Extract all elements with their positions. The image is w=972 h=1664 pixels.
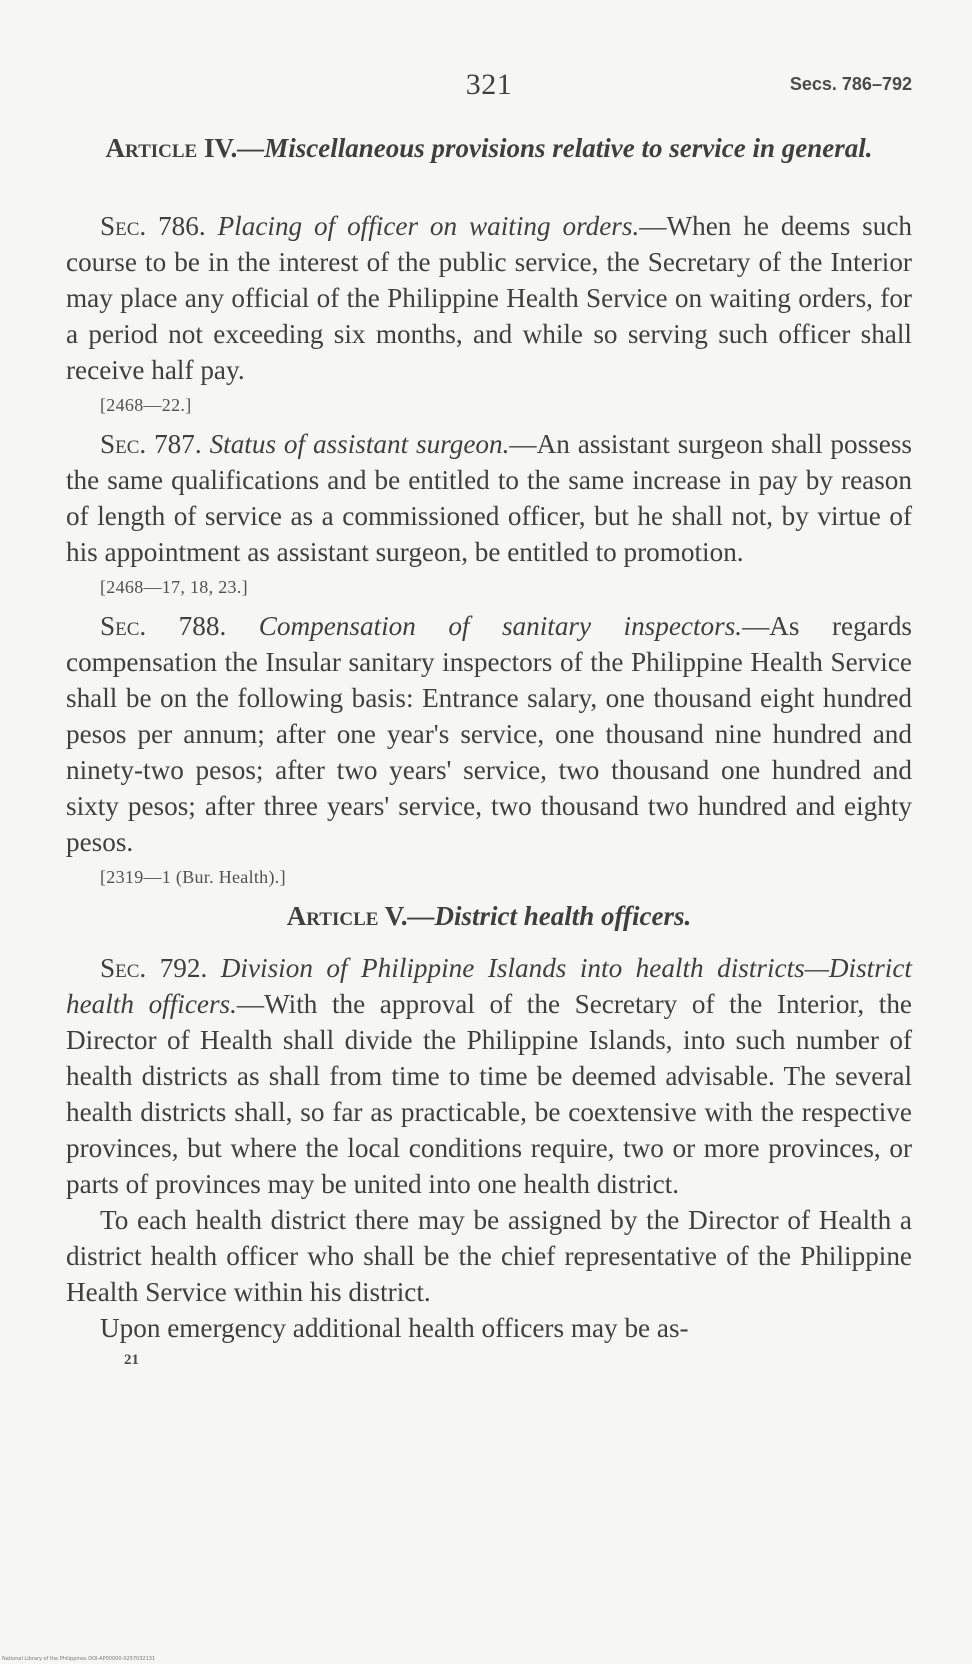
article-iv-label: Article IV.: [105, 133, 238, 163]
library-footer: National Library of the Philippines DOI-AP00000-0257032131: [2, 1656, 156, 1662]
section-787-text: —An assistant surgeon shall possess the same qualifications and be entitled to the same increase in pay by reason of length of service as a commissioned officer, but he shall not, by virtue of his appointment as assistant surgeon, be entitled to promotion.: [66, 429, 912, 567]
sections-range: Secs. 786–792: [789, 74, 912, 94]
article-iv-title: —Miscellaneous provisions relative to service in general.: [237, 133, 873, 163]
section-792-label: Sec. 792.: [100, 953, 208, 983]
running-head: [66, 62, 912, 102]
section-792-title: Division of Philippine Islands into health districts—District health officers.: [66, 953, 912, 1019]
section-786-citation: [2468—22.]: [100, 395, 192, 415]
section-788-text: —As regards compensation the Insular sanitary inspectors of the Philippine Health Service shall be on the following basis: Entrance salary, one thousand eight hundred pesos per annum; after one year's service, one thousand nine hundred and ninety-two pesos; after two years' service, two thousand one hundred and sixty pesos; after three years' service, two thousand two hundred and eighty pesos.: [66, 611, 912, 857]
section-787-label: Sec. 787.: [100, 429, 202, 459]
section-787-title: Status of assistant surgeon.: [209, 429, 510, 459]
section-786: [66, 208, 912, 388]
spacer: [66, 934, 912, 950]
book-page: [66, 62, 912, 1622]
section-788: [66, 608, 912, 860]
article-v-heading: [66, 898, 912, 934]
article-v-title: —District health officers.: [407, 901, 692, 931]
section-787-citation: [2468—17, 18, 23.]: [100, 577, 248, 597]
page-body: [66, 208, 912, 1369]
section-787: [66, 426, 912, 570]
section-792-paragraph-2: To each health district there may be assigned by the Director of Health a district health officer who shall be the chief representative of the Philippine Health Service within his district.: [66, 1205, 912, 1307]
section-788-citation: [2319—1 (Bur. Health).]: [100, 867, 286, 887]
section-792-paragraph-3: Upon emergency additional health officers may be as-: [100, 1313, 689, 1343]
section-792: [66, 950, 912, 1202]
article-v-label: Article V.: [286, 901, 408, 931]
signature-mark: 21: [124, 1352, 139, 1368]
section-786-label: Sec. 786.: [100, 211, 206, 241]
section-788-title: Compensation of sanitary inspectors.: [258, 611, 743, 641]
page-number: 321: [465, 68, 513, 101]
section-786-title: Placing of officer on waiting orders.: [217, 211, 640, 241]
article-iv-heading: [66, 130, 912, 166]
section-788-label: Sec. 788.: [100, 611, 227, 641]
section-792-text: —With the approval of the Secretary of the Interior, the Director of Health shall divide the Philippine Islands, into such number of health districts as shall from time to time be deemed advisable. The several health districts shall, so far as practicable, be coextensive with the respective provinces, but where the local conditions require, two or more provinces, or parts of provinces may be united into one health district.: [66, 989, 912, 1199]
section-786-text: —When he deems such course to be in the interest of the public service, the Secretary of the Interior may place any official of the Philippine Health Service on waiting orders, for a period not exceeding six months, and while so serving such officer shall receive half pay.: [66, 211, 912, 385]
